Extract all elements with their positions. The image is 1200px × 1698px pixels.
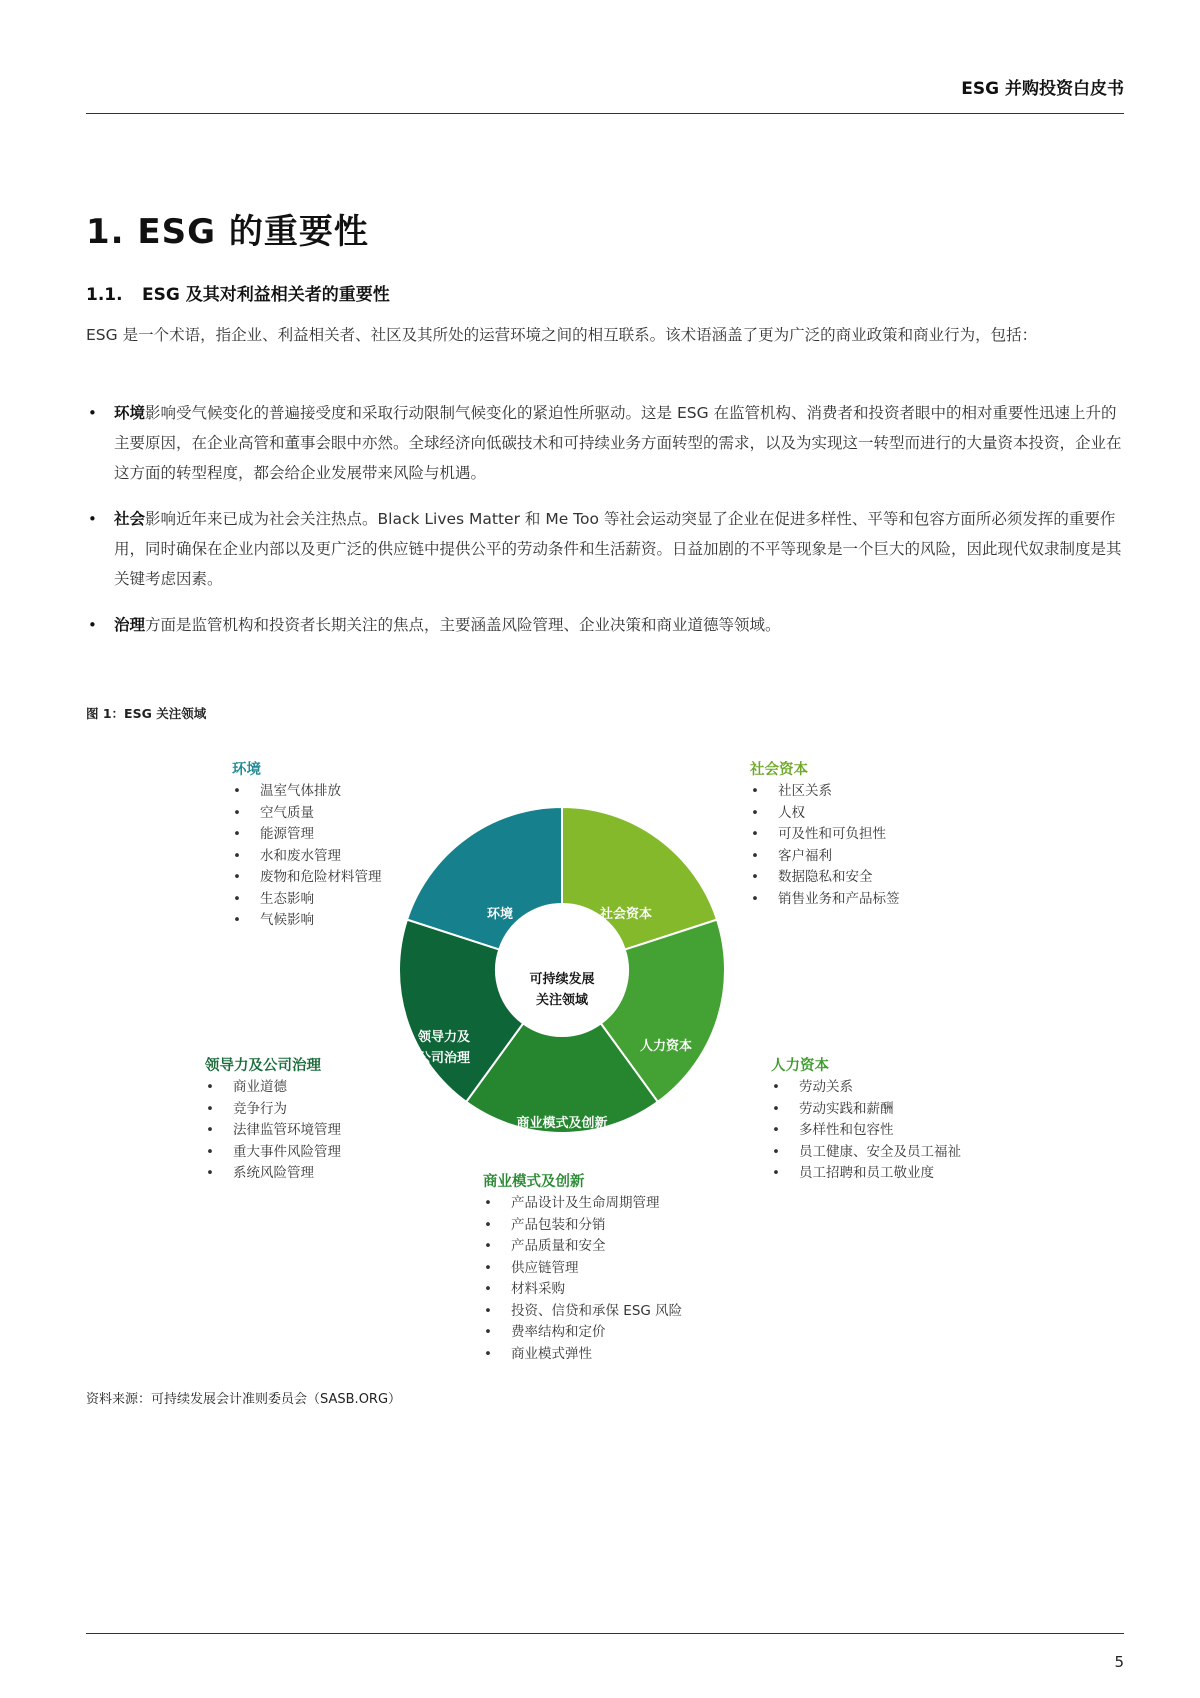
section-number: 1. bbox=[86, 212, 125, 252]
list-item: • 材料采购 bbox=[483, 1279, 682, 1301]
list-item: • 产品包装和分销 bbox=[483, 1215, 682, 1237]
category-human bbox=[771, 1054, 961, 1185]
bullet-dot-icon: • bbox=[88, 510, 97, 528]
category-title: 商业模式及创新 bbox=[483, 1174, 585, 1190]
intro-paragraph: ESG 是一个术语，指企业、利益相关者、社区及其所处的运营环境之间的相互联系。该术语涵盖了更为广泛的商业政策和商业行为，包括： bbox=[86, 326, 1038, 344]
bullet-bold: 社会 bbox=[114, 510, 146, 528]
list-item: • 销售业务和产品标签 bbox=[750, 889, 900, 911]
bullet-bold: 治理 bbox=[114, 616, 146, 634]
category-title: 领导力及公司治理 bbox=[205, 1058, 321, 1074]
bullet-bold: 环境 bbox=[114, 404, 146, 422]
wheel-center bbox=[496, 904, 628, 1036]
category-title: 环境 bbox=[232, 762, 261, 778]
category-title: 人力资本 bbox=[771, 1058, 829, 1074]
list-item: • 可及性和可负担性 bbox=[750, 824, 900, 846]
bullet-text: 方面是监管机构和投资者长期关注的焦点，主要涵盖风险管理、企业决策和商业道德等领域。 bbox=[145, 616, 781, 634]
section-heading bbox=[86, 204, 369, 253]
list-item: • 多样性和包容性 bbox=[771, 1120, 961, 1142]
list-item: • 供应链管理 bbox=[483, 1258, 682, 1280]
list-item: • 劳动实践和薪酬 bbox=[771, 1099, 961, 1121]
header-rule bbox=[86, 113, 1124, 114]
list-item: • 空气质量 bbox=[232, 803, 382, 825]
list-item: • 数据隐私和安全 bbox=[750, 867, 900, 889]
list-item: • 废物和危险材料管理 bbox=[232, 867, 382, 889]
list-item: • 产品质量和安全 bbox=[483, 1236, 682, 1258]
figure-source: 资料来源：可持续发展会计准则委员会（SASB.ORG） bbox=[86, 1392, 402, 1407]
section-title: ESG 的重要性 bbox=[137, 212, 369, 252]
category-social bbox=[750, 758, 900, 910]
bullet-text: 影响近年来已成为社会关注热点。Black Lives Matter 和 Me Too 等社会运动突显了企业在促进多样性、平等和包容方面所必须发挥的重要作用，同时确保在企业内部以及更广泛的供应链中提供公平的劳动条件和生活薪资。日益加剧的不平等现象是一个巨大的风险，因此现代奴隶制度是其关键考虑因素。 bbox=[114, 510, 1122, 588]
list-item: • 系统风险管理 bbox=[205, 1163, 341, 1185]
list-item: • 产品设计及生命周期管理 bbox=[483, 1193, 682, 1215]
bullet-environment bbox=[86, 398, 1126, 488]
bullet-dot-icon: • bbox=[88, 616, 97, 634]
category-items bbox=[483, 1193, 682, 1365]
category-items bbox=[232, 781, 382, 932]
list-item: • 生态影响 bbox=[232, 889, 382, 911]
segment-label-environment: 环境 bbox=[486, 907, 514, 922]
esg-bullet-list bbox=[86, 398, 1126, 656]
list-item: • 员工招聘和员工敬业度 bbox=[771, 1163, 961, 1185]
list-item: • 重大事件风险管理 bbox=[205, 1142, 341, 1164]
subsection-heading bbox=[86, 280, 390, 305]
figure-caption: 图 1：ESG 关注领域 bbox=[86, 706, 207, 721]
list-item: • 人权 bbox=[750, 803, 900, 825]
bullet-text: 影响受气候变化的普遍接受度和采取行动限制气候变化的紧迫性所驱动。这是 ESG 在监管机构、消费者和投资者眼中的相对重要性迅速上升的主要原因，在企业高管和董事会眼中亦然。全球经济向低碳技术和可持续业务方面转型的需求，以及为实现这一转型而进行的大量资本投资，企业在这方面的转型程度，都会给企业发展带来风险与机遇。 bbox=[114, 404, 1122, 482]
segment-label-human: 人力资本 bbox=[639, 1039, 693, 1054]
segment-label-leadership-2: 公司治理 bbox=[417, 1051, 471, 1066]
page-number: 5 bbox=[1114, 1653, 1124, 1671]
esg-focus-wheel bbox=[397, 805, 727, 1135]
center-label-line1: 可持续发展 bbox=[529, 972, 595, 987]
segment-label-business: 商业模式及创新 bbox=[516, 1116, 608, 1131]
bullet-dot-icon: • bbox=[88, 404, 97, 422]
list-item: • 投资、信贷和承保 ESG 风险 bbox=[483, 1301, 682, 1323]
bullet-governance bbox=[86, 610, 1126, 640]
list-item: • 水和废水管理 bbox=[232, 846, 382, 868]
list-item: • 商业模式弹性 bbox=[483, 1344, 682, 1366]
category-leadership bbox=[205, 1054, 341, 1185]
segment-label-leadership-1: 领导力及 bbox=[417, 1030, 471, 1045]
category-items bbox=[750, 781, 900, 910]
category-business bbox=[483, 1170, 682, 1365]
list-item: • 法律监管环境管理 bbox=[205, 1120, 341, 1142]
category-environment bbox=[232, 758, 382, 932]
footer-rule bbox=[86, 1633, 1124, 1634]
list-item: • 社区关系 bbox=[750, 781, 900, 803]
list-item: • 客户福利 bbox=[750, 846, 900, 868]
segment-label-social: 社会资本 bbox=[599, 907, 653, 922]
bullet-social bbox=[86, 504, 1126, 594]
running-header: ESG 并购投资白皮书 bbox=[961, 79, 1124, 99]
list-item: • 劳动关系 bbox=[771, 1077, 961, 1099]
list-item: • 竞争行为 bbox=[205, 1099, 341, 1121]
list-item: • 商业道德 bbox=[205, 1077, 341, 1099]
list-item: • 能源管理 bbox=[232, 824, 382, 846]
category-items bbox=[205, 1077, 341, 1185]
list-item: • 温室气体排放 bbox=[232, 781, 382, 803]
list-item: • 气候影响 bbox=[232, 910, 382, 932]
category-title: 社会资本 bbox=[750, 762, 808, 778]
list-item: • 员工健康、安全及员工福祉 bbox=[771, 1142, 961, 1164]
subsection-title: ESG 及其对利益相关者的重要性 bbox=[142, 285, 390, 305]
category-items bbox=[771, 1077, 961, 1185]
list-item: • 费率结构和定价 bbox=[483, 1322, 682, 1344]
center-label-line2: 关注领域 bbox=[535, 993, 589, 1008]
subsection-number: 1.1. bbox=[86, 285, 123, 305]
